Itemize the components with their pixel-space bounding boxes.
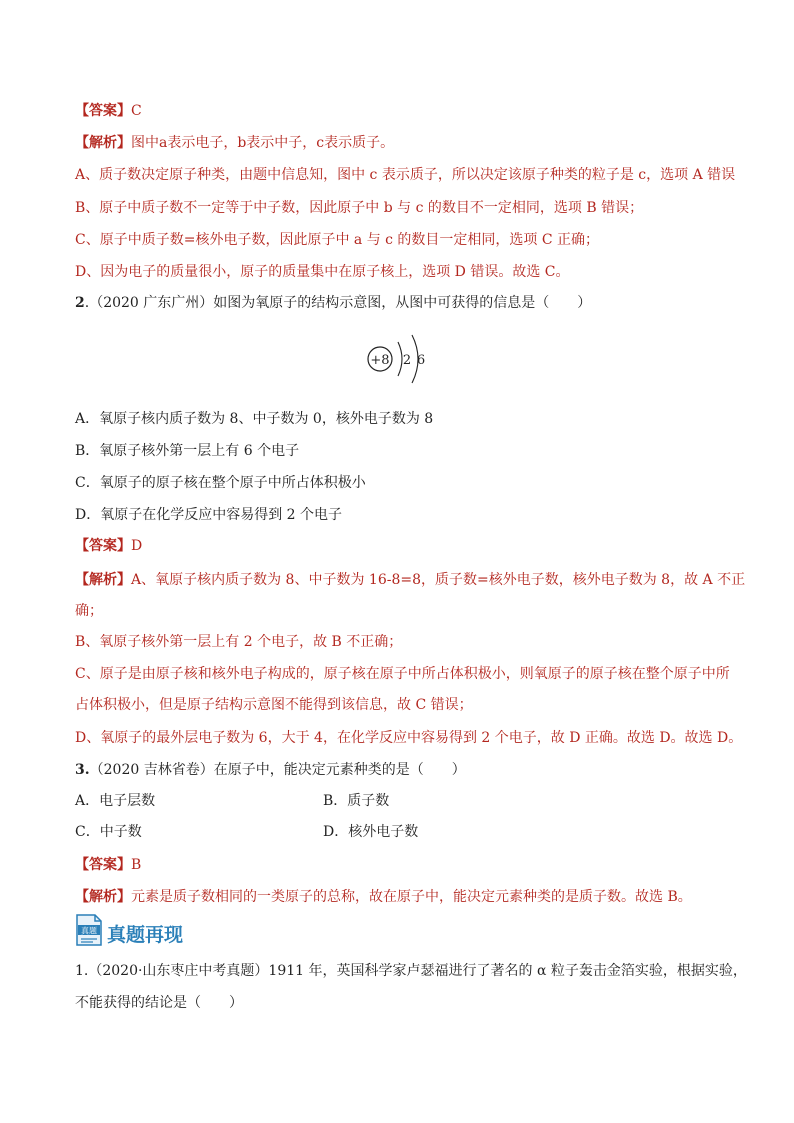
section-header: [75, 912, 183, 946]
q2-analysis-b: B、氧原子核外第一层上有 2 个电子，故 B 不正确；: [75, 634, 403, 650]
q3-answer-line: [75, 856, 141, 874]
q3-analysis-line: [75, 888, 692, 906]
q3-option-b: B．质子数: [323, 793, 390, 809]
q3-option-c: C．中子数: [75, 824, 142, 840]
q2-analysis-cont: 确；: [75, 603, 103, 619]
answer-value: D: [131, 538, 143, 554]
q4-stem-line2: 不能获得的结论是（ ）: [75, 995, 243, 1011]
oxygen-atom-diagram: [362, 328, 434, 390]
q1-analysis-a: A、质子数决定原子种类，由题中信息知，图中 c 表示质子，所以决定该原子种类的粒子是 c，选项 A 错误: [75, 167, 736, 183]
question-number: 3.: [75, 762, 90, 778]
q3-option-a: A．电子层数: [75, 793, 156, 809]
analysis-tag: 【解析】: [75, 135, 131, 151]
question-number: 2: [75, 295, 85, 311]
q1-answer-line: [75, 102, 142, 120]
q4-stem-line1: 1.（2020·山东枣庄中考真题）1911 年，英国科学家卢瑟福进行了著名的 α 粒子轰击金箔实验，根据实验，: [75, 963, 747, 979]
answer-value: C: [131, 103, 142, 119]
shell-2-electrons: 6: [416, 353, 426, 368]
q2-option-a: A．氧原子核内质子数为 8、中子数为 0，核外电子数为 8: [75, 411, 434, 427]
answer-tag: 【答案】: [75, 103, 131, 119]
answer-tag: 【答案】: [75, 857, 131, 873]
icon-label: 真题: [81, 926, 97, 936]
q2-stem: [75, 294, 591, 312]
question-stem: .（2020 广东广州）如图为氧原子的结构示意图，从图中可获得的信息是（ ）: [84, 295, 592, 311]
answer-tag: 【答案】: [75, 538, 131, 554]
q2-analysis-line: [75, 571, 745, 589]
question-stem: （2020 吉林省卷）在原子中，能决定元素种类的是（ ）: [89, 762, 466, 778]
nucleus-charge: +8: [370, 353, 390, 368]
q1-analysis-c: C、原子中质子数=核外电子数，因此原子中 a 与 c 的数目一定相同，选项 C 正确；: [75, 232, 600, 248]
q1-analysis-b: B、原子中质子数不一定等于中子数，因此原子中 b 与 c 的数目不一定相同，选项 B 错误；: [75, 200, 644, 216]
shell-1-arc: [398, 342, 402, 376]
q2-answer-line: [75, 537, 142, 555]
q2-option-d: D．氧原子在化学反应中容易得到 2 个电子: [75, 507, 343, 523]
q3-option-d: D．核外电子数: [323, 824, 419, 840]
shell-1-electrons: 2: [402, 353, 412, 368]
analysis-text: 元素是质子数相同的一类原子的总称，故在原子中，能决定元素种类的是质子数。故选 B。: [131, 889, 692, 905]
q2-analysis-c-cont: 占体积极小，但是原子结构示意图不能得到该信息，故 C 错误；: [75, 697, 473, 713]
q3-stem: [75, 761, 466, 779]
q2-option-c: C．氧原子的原子核在整个原子中所占体积极小: [75, 475, 366, 491]
answer-value: B: [131, 857, 142, 873]
analysis-tag: 【解析】: [75, 572, 131, 588]
q1-analysis-d: D、因为电子的质量很小，原子的质量集中在原子核上，选项 D 错误。故选 C。: [75, 264, 570, 280]
analysis-text: 图中a表示电子，b表示中子，c表示质子。: [131, 135, 395, 151]
q2-option-b: B．氧原子核外第一层上有 6 个电子: [75, 443, 300, 459]
q2-analysis-d: D、氧原子的最外层电子数为 6，大于 4，在化学反应中容易得到 2 个电子，故 D 正确。故选 D。故选 D。: [75, 730, 743, 746]
analysis-tag: 【解析】: [75, 889, 131, 905]
section-title: 真题再现: [107, 924, 184, 946]
analysis-text: A、氧原子核内质子数为 8、中子数为 16-8=8，质子数=核外电子数，核外电子数为 8，故 A 不正: [131, 572, 746, 588]
document-icon: [75, 914, 103, 946]
q2-analysis-c: C、原子是由原子核和核外电子构成的，原子核在原子中所占体积极小，则氧原子的原子核在整个原子中所: [75, 666, 730, 682]
q1-analysis-line: [75, 134, 394, 152]
